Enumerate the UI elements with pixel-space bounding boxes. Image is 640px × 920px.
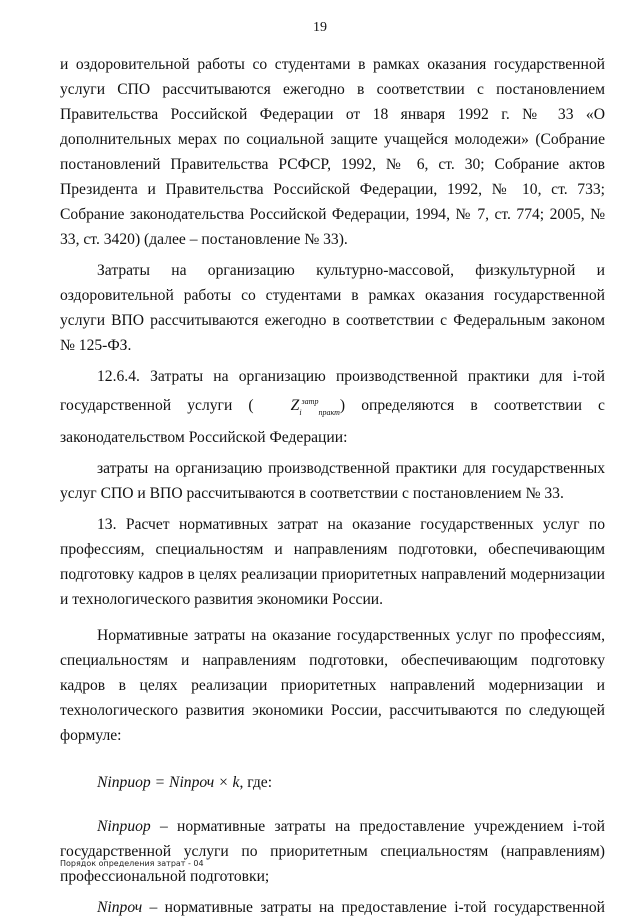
section-number: 12.6.4. — [97, 368, 140, 385]
definition-text: – нормативные затраты на предоставление учреждением i-той государственной услуги по приоритетным специальностям (направлениям) профессиональной подготовки; — [60, 818, 605, 885]
formula-symbol-z: $Z_i^{затр}_{практ}$ — [290, 397, 340, 417]
section-13-text: Расчет нормативных затрат на оказание государственных услуг по профессиям, специальностям и направлениям подготовки, обеспечивающим подготовку кадров в целях реализации приоритетных направлений модернизации и технологического развития экономики России. — [60, 516, 606, 608]
paragraph-practice: затраты на организацию производственной практики для государственных услуг СПО и ВПО рассчитываются в соответствии с постановлением № 33. — [60, 460, 605, 502]
page-number: 19 — [313, 20, 327, 35]
formula-tail: , где: — [239, 774, 273, 791]
section-text-after: ) определяются в соответствии с законодательством Российской Федерации: — [60, 397, 605, 446]
section-text-before: Затраты на организацию производственной практики для i-той государственной услуги ( — [60, 368, 605, 414]
section-13 — [60, 512, 605, 612]
paragraph-vpo-costs: Затраты на организацию культурно-массовой, физкультурной и оздоровительной работы со студентами в рамках оказания государственной услуги ВПО рассчитываются ежегодно в соответствии с Федеральным законом № 125-ФЗ. — [60, 262, 605, 354]
section-12-6-4 — [60, 364, 605, 450]
document-body — [60, 52, 605, 920]
definition-text: – нормативные затраты на предоставление i-той государственной — [142, 899, 605, 916]
page-footer: Порядок определения затрат - 04 — [60, 859, 204, 868]
section-number: 13. — [97, 516, 117, 533]
definition-symbol: Niприор — [97, 818, 151, 835]
paragraph-formula-intro: Нормативные затраты на оказание государственных услуг по профессиям, специальностям и направлениям подготовки, обеспечивающим подготовку кадров в целях реализации приоритетных направлений модернизации и технологического развития экономики России, рассчитываются по следующей формуле: — [60, 627, 605, 744]
formula-expression: Niприор = Niпроч × k — [97, 774, 240, 791]
definition-n-prior — [60, 814, 605, 889]
formula — [60, 770, 605, 795]
definition-n-proch — [60, 895, 605, 920]
paragraph-continuation: и оздоровительной работы со студентами в рамках оказания государственной услуги СПО рассчитываются ежегодно в соответствии с постановлением Правительства Российской Федерации от 18 января 1992 г. № 33 «О дополнительных мерах по социальной защите учащейся молодежи» (Собрание постановлений Правительства РСФСР, 1992, № 6, ст. 30; Собрание актов Президента и Правительства Российской Федерации, 1992, № 10, ст. 733; Собрание законодательства Российской Федерации, 1994, № 7, ст. 774; 2005, № 33, ст. 3420) (далее – постановление № 33). — [60, 56, 605, 248]
definition-symbol: Niпроч — [97, 899, 143, 916]
